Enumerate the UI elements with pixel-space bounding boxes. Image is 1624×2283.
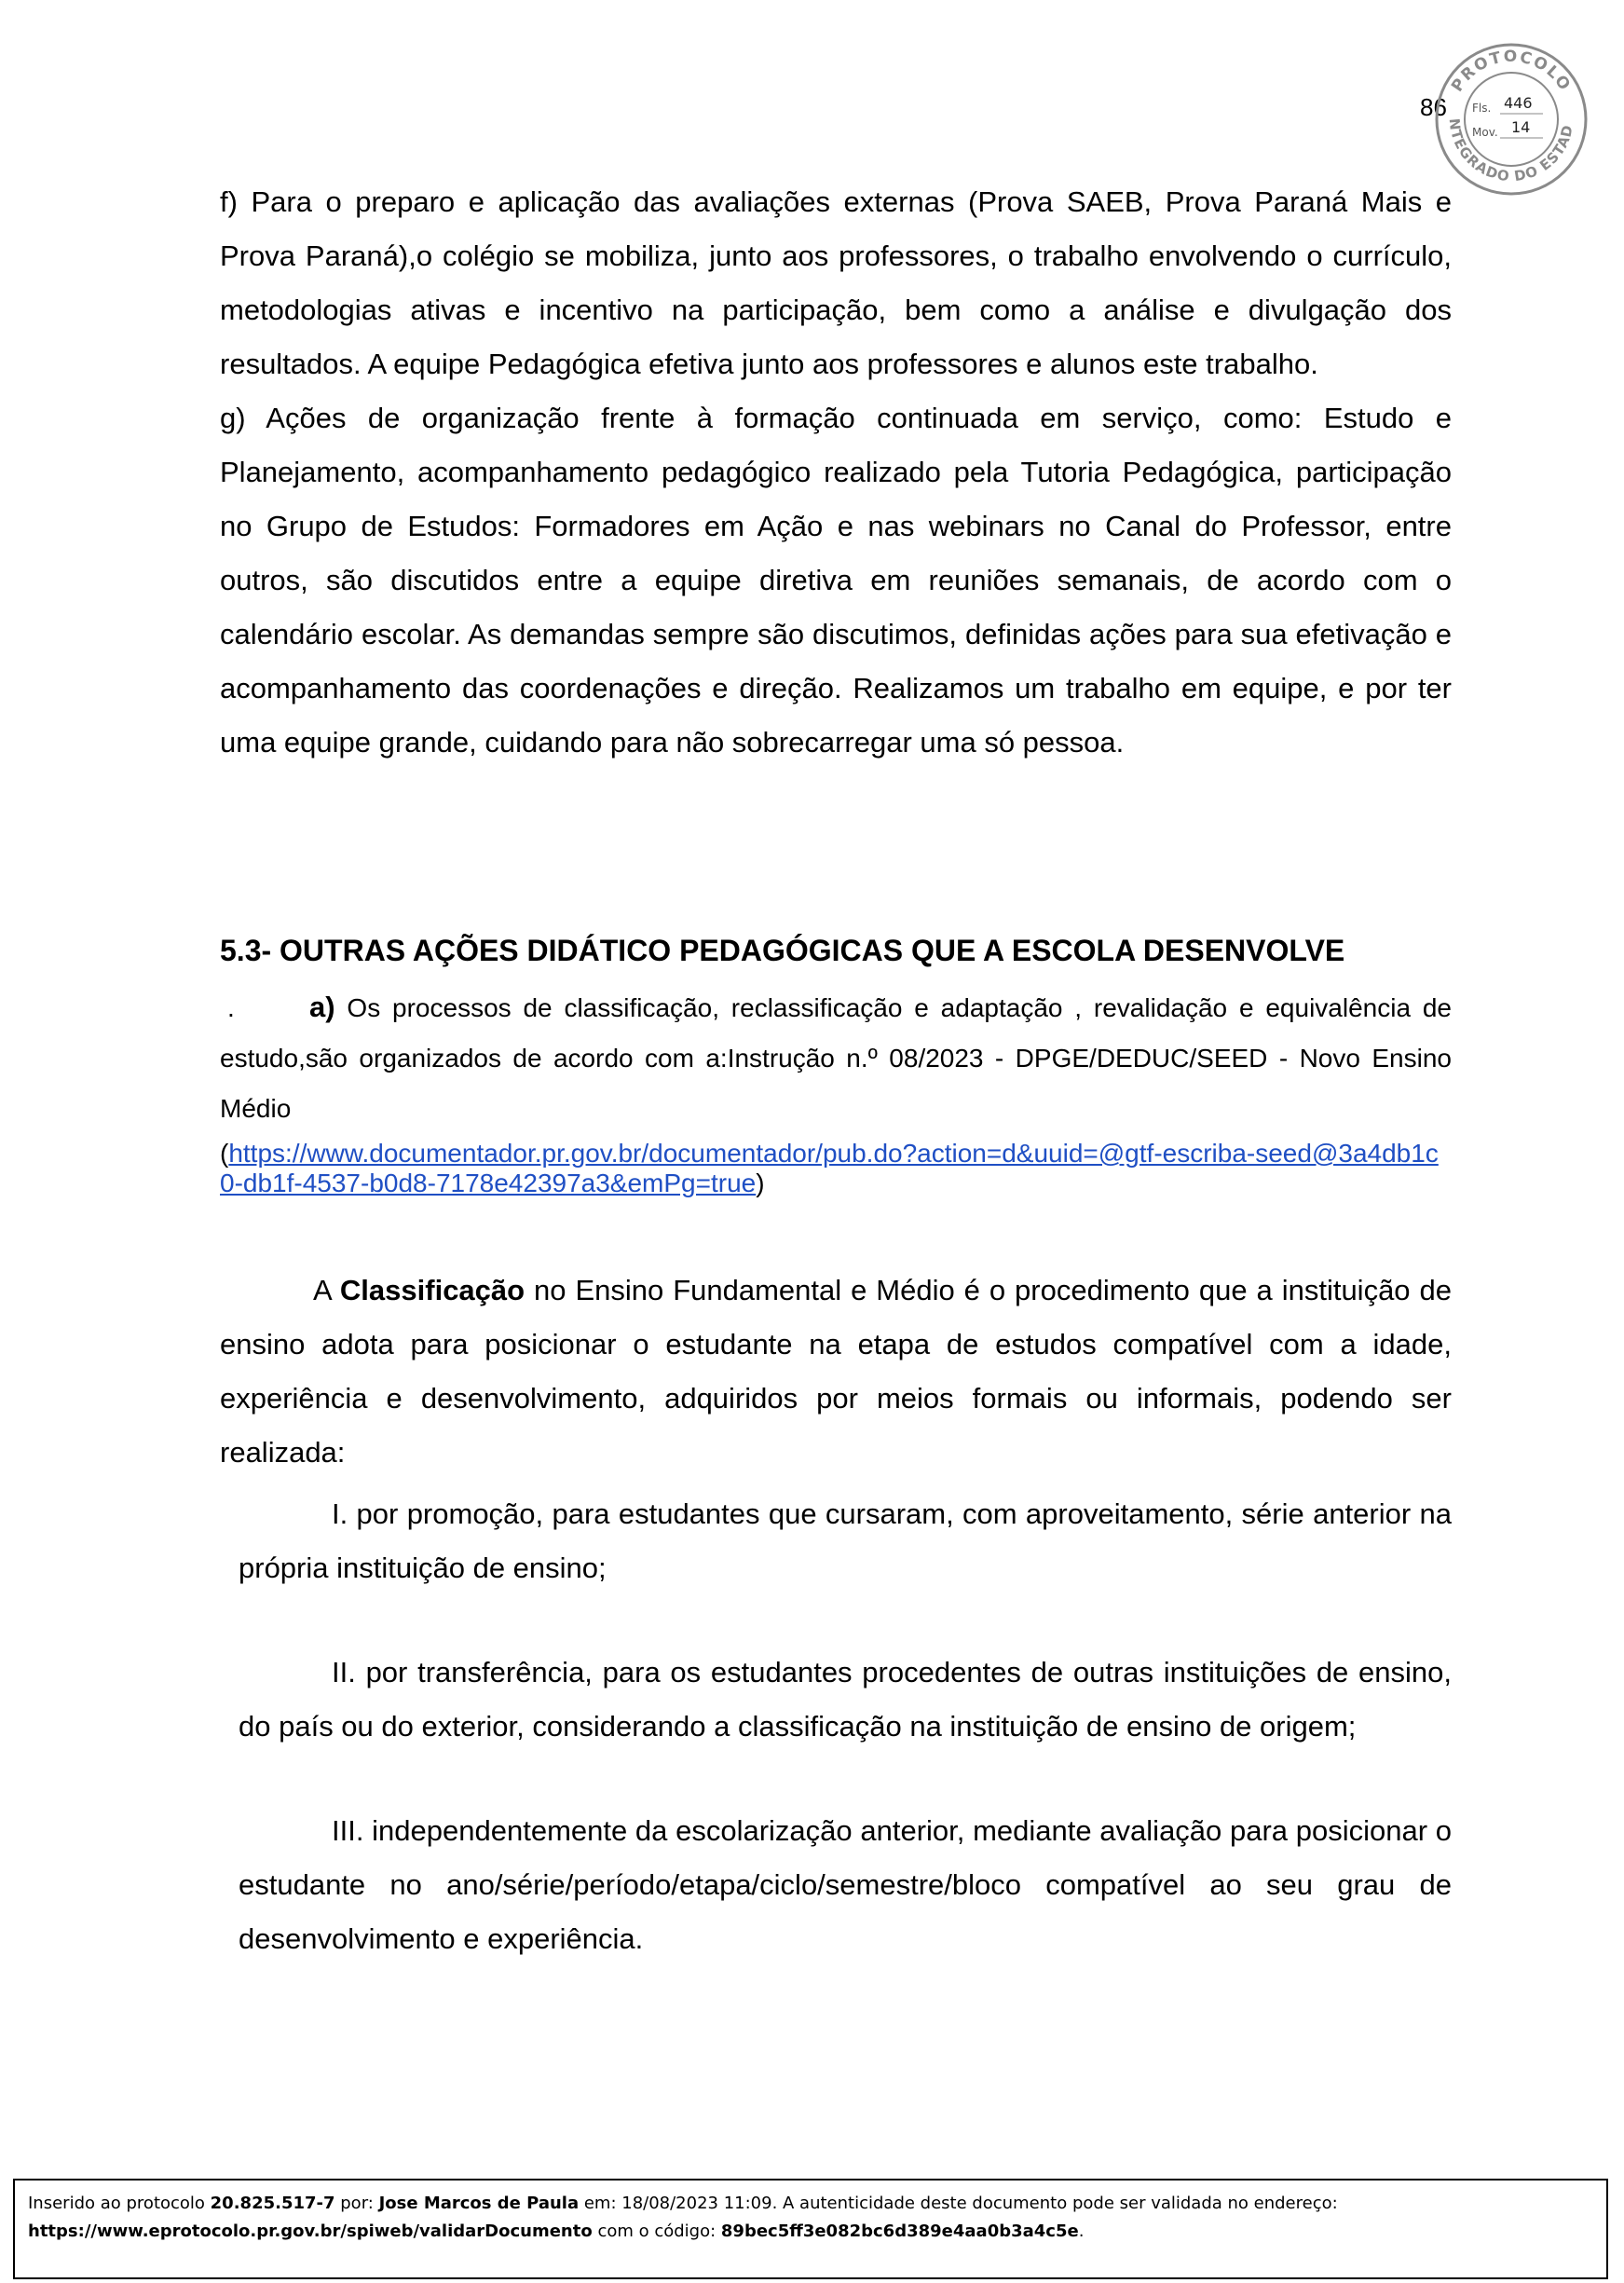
body-text-top xyxy=(220,175,1452,770)
page-number: 86 xyxy=(1420,93,1447,121)
svg-text:INTEGRADO DO ESTADO: NTEGRADO DO ESTAD xyxy=(1445,117,1576,185)
link-close-paren: ) xyxy=(756,1169,765,1197)
classif-term: Classificação xyxy=(339,1274,525,1306)
link-open-paren: ( xyxy=(220,1139,229,1168)
list-item-ii: II. por transferência, para os estudantes procedentes de outras instituições de ensino, do país ou do exterior, considerando a classificação na instituição de ensino de origem; xyxy=(239,1656,1452,1743)
list-item-iii: III. independentemente da escolarização anterior, mediante avaliação para posicionar o estudante no ano/série/período/etapa/ciclo/semestre/bloco compatível ao seu grau de desenvolvimento e experiência. xyxy=(239,1814,1452,1955)
footer-text: com o código: xyxy=(592,2221,721,2241)
list-item-i: I. por promoção, para estudantes que cursaram, com aproveitamento, série anterior na própria instituição de ensino; xyxy=(239,1497,1452,1584)
footer-line-1 xyxy=(28,2190,1593,2218)
protocol-stamp xyxy=(1433,41,1590,198)
instruction-link-line xyxy=(220,1139,1452,1198)
svg-text:14: 14 xyxy=(1511,118,1531,136)
svg-text:Fls.: Fls. xyxy=(1472,102,1492,115)
section-heading-5-3: 5.3- OUTRAS AÇÕES DIDÁTICO PEDAGÓGICAS QUE A ESCOLA DESENVOLVE xyxy=(220,934,1345,967)
footer-code: 89bec5ff3e082bc6d389e4aa0b3a4c5e xyxy=(720,2221,1079,2241)
footer-text: por: xyxy=(334,2194,379,2213)
paragraph-g: g) Ações de organização frente à formação continuada em serviço, como: Estudo e Planejamento, acompanhamento pedagógico realizado pela Tutoria Pedagógica, participação no Grupo de Estudos: Formadores em Ação e nas webinars no Canal do Professor, entre outros, são discutidos entre a equipe diretiva em reuniões semanais, de acordo com o calendário escolar. As demandas sempre são discutimos, definidas ações para sua efetivação e acompanhamento das coordenações e direção. Realizamos um trabalho em equipe, e por ter uma equipe grande, cuidando para não sobrecarregar uma só pessoa. xyxy=(220,402,1452,759)
svg-text:Mov.: Mov. xyxy=(1472,126,1498,139)
svg-text:PROTOCOLO: PROTOCOLO xyxy=(1448,48,1575,96)
footer-text: Inserido ao protocolo xyxy=(28,2194,211,2213)
footer-text: . xyxy=(1078,2221,1085,2241)
instruction-link[interactable]: https://www.documentador.pr.gov.br/documentador/pub.do?action=d&uuid=@gtf-escriba-seed@3a4db1c0-db1f-4537-b0d8-7178e42397a3&emPg=true xyxy=(220,1139,1439,1197)
classification-paragraph xyxy=(220,1264,1452,1480)
classif-text: no Ensino Fundamental e Médio é o procedimento que a instituição de ensino adota para posicionar o estudante na etapa de estudos compatível com a idade, experiência e desenvolvimento, adquiridos por meios formais ou informais, podendo ser realizada: xyxy=(220,1274,1452,1469)
footer-author: Jose Marcos de Paula xyxy=(378,2194,580,2213)
footer-line-2 xyxy=(28,2218,1593,2246)
item-a-text: Os processos de classificação, reclassificação e adaptação , revalidação e equivalência de estudo,são organizados de acordo com a:Instrução n.º 08/2023 - DPGE/DEDUC/SEED - Novo Ensino Médio xyxy=(220,993,1453,1123)
svg-text:446: 446 xyxy=(1504,94,1533,112)
classif-prefix: A xyxy=(313,1274,340,1306)
item-a-label: a) xyxy=(309,991,335,1023)
paragraph-f: f) Para o preparo e aplicação das avaliações externas (Prova SAEB, Prova Paraná Mais e Prova Paraná),o colégio se mobiliza, junto aos professores, o trabalho envolvendo o currículo, metodologias ativas e incentivo na participação, bem como a análise e divulgação dos resultados. A equipe Pedagógica efetiva junto aos professores e alunos este trabalho. xyxy=(220,185,1452,380)
footer-text: em: 18/08/2023 11:09. A autenticidade deste documento pode ser validada no endereço: xyxy=(579,2194,1338,2213)
footer-authentication-box xyxy=(13,2179,1608,2279)
item-a xyxy=(220,982,1452,1134)
footer-protocol: 20.825.517-7 xyxy=(210,2194,335,2213)
item-a-dot: . xyxy=(227,993,235,1022)
footer-validation-url[interactable]: https://www.eprotocolo.pr.gov.br/spiweb/validarDocumento xyxy=(28,2221,593,2241)
protocol-stamp-graphic xyxy=(1433,41,1590,198)
